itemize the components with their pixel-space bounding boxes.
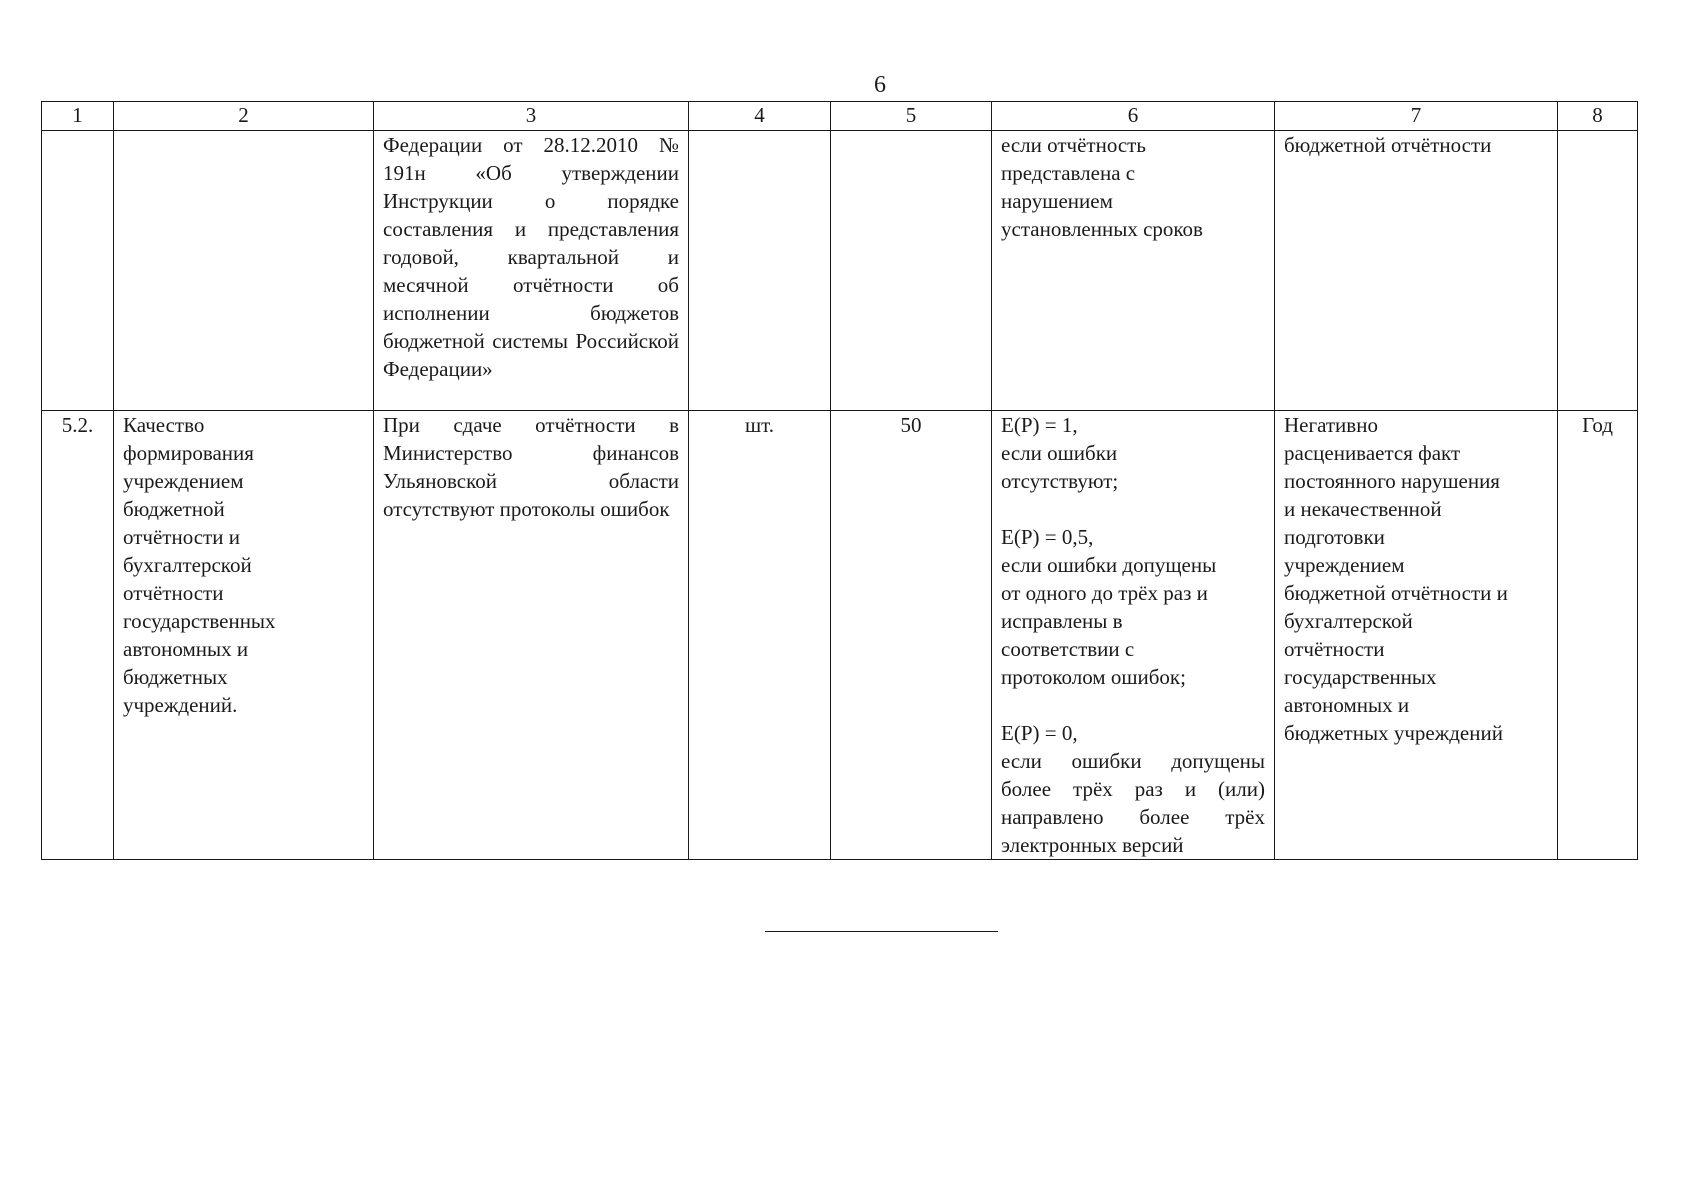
table-row bbox=[42, 411, 1638, 860]
header-cell: 6 bbox=[992, 102, 1275, 131]
evaluation-cell bbox=[992, 411, 1275, 860]
header-cell: 3 bbox=[374, 102, 689, 131]
description-cell: При сдаче отчётности в Министерство финансов Ульяновской области отсутствуют протоколы ошибок bbox=[374, 411, 689, 860]
header-cell: 4 bbox=[689, 102, 831, 131]
closing-rule bbox=[765, 931, 998, 932]
evaluation-cell: если отчётность представлена с нарушением установленных сроков bbox=[992, 131, 1275, 411]
evaluation-block-zero-text: если ошибки допущены более трёх раз и (или) направлено более трёх электронных версий bbox=[1001, 749, 1265, 857]
row-number-cell: 5.2. bbox=[42, 411, 114, 860]
evaluation-block-zero-formula: E(P) = 0, bbox=[1001, 721, 1078, 745]
description-cell: Федерации от 28.12.2010 № 191н «Об утверждении Инструкции о порядке составления и представления годовой, квартальной и месячной отчётности об исполнении бюджетов бюджетной системы Российской Федерации» bbox=[374, 131, 689, 411]
evaluation-block-full: E(P) = 1, если ошибки отсутствуют; bbox=[1001, 413, 1119, 493]
header-cell: 2 bbox=[114, 102, 374, 131]
unit-cell bbox=[689, 131, 831, 411]
period-cell: Год bbox=[1558, 411, 1638, 860]
comment-cell: Негативно расценивается факт постоянного нарушения и некачественной подготовки учреждением бюджетной отчётности и бухгалтерской отчётности государственных автономных и бюджетных учреждений bbox=[1275, 411, 1558, 860]
comment-cell: бюджетной отчётности bbox=[1275, 131, 1558, 411]
indicator-name-cell bbox=[114, 131, 374, 411]
period-cell bbox=[1558, 131, 1638, 411]
indicator-name-cell: Качество формирования учреждением бюджетной отчётности и бухгалтерской отчётности государственных автономных и бюджетных учреждений. bbox=[114, 411, 374, 860]
indicators-table bbox=[41, 101, 1638, 860]
value-cell: 50 bbox=[831, 411, 992, 860]
header-cell: 1 bbox=[42, 102, 114, 131]
header-cell: 8 bbox=[1558, 102, 1638, 131]
table-header-row bbox=[42, 102, 1638, 131]
page-number: 6 bbox=[874, 72, 886, 98]
value-cell bbox=[831, 131, 992, 411]
table-row bbox=[42, 131, 1638, 411]
header-cell: 7 bbox=[1275, 102, 1558, 131]
unit-cell: шт. bbox=[689, 411, 831, 860]
header-cell: 5 bbox=[831, 102, 992, 131]
evaluation-block-partial: E(P) = 0,5, если ошибки допущены от одного до трёх раз и исправлены в соответствии с протоколом ошибок; bbox=[1001, 525, 1217, 689]
row-number-cell bbox=[42, 131, 114, 411]
